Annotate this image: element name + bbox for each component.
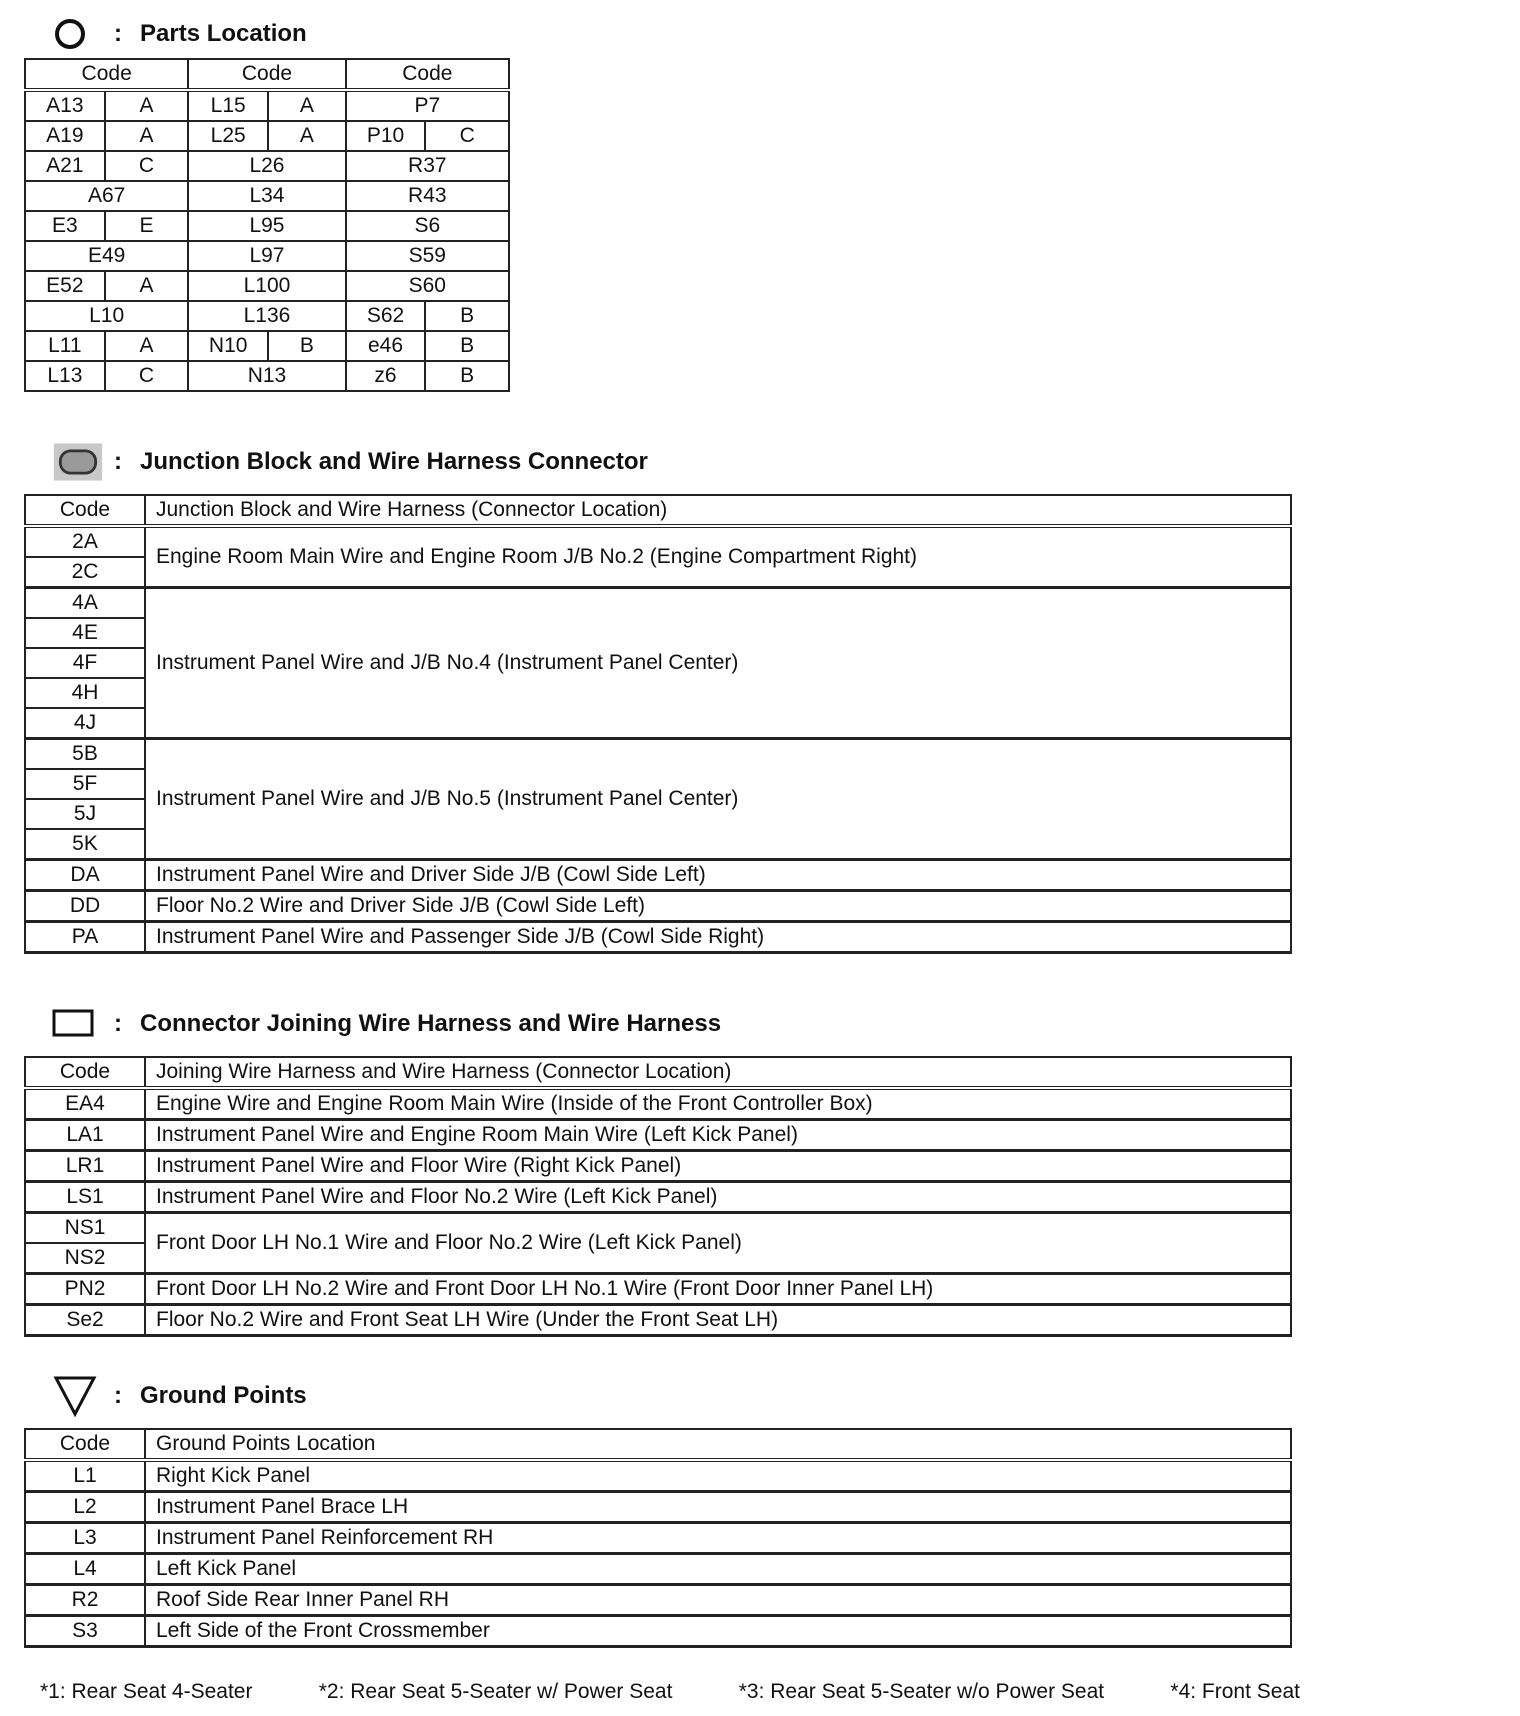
location-column-header: Joining Wire Harness and Wire Harness (Connector Location)	[145, 1057, 1291, 1088]
connector-code: 5F	[25, 769, 145, 799]
part-code: L10	[25, 301, 188, 331]
part-code: z6	[346, 361, 426, 391]
table-header-row	[25, 495, 1291, 526]
part-code: P10	[346, 121, 426, 151]
part-code: L26	[188, 151, 345, 181]
connector-code: 2C	[25, 557, 145, 588]
part-code: E49	[25, 241, 188, 271]
footnote: *2: Rear Seat 5-Seater w/ Power Seat	[318, 1680, 673, 1703]
location-letter: C	[105, 361, 189, 391]
table-row	[25, 301, 509, 331]
part-code: E3	[25, 211, 105, 241]
table-row	[25, 860, 1291, 891]
connector-code: 5B	[25, 739, 145, 770]
table-row	[25, 1182, 1291, 1213]
location-column-header: Junction Block and Wire Harness (Connector Location)	[145, 495, 1291, 526]
connector-location: Roof Side Rear Inner Panel RH	[145, 1585, 1291, 1616]
section-title: Parts Location	[140, 20, 307, 47]
connector-code: 4H	[25, 678, 145, 708]
triangle-symbol-icon	[52, 1374, 104, 1418]
connector-code: 4F	[25, 648, 145, 678]
part-code: L136	[188, 301, 345, 331]
table-row	[25, 1274, 1291, 1305]
location-letter: C	[425, 121, 509, 151]
code-column-header: Code	[25, 495, 145, 526]
code-column-header: Code	[25, 1057, 145, 1088]
location-letter: A	[105, 331, 189, 361]
connector-location: Instrument Panel Wire and Floor Wire (Right Kick Panel)	[145, 1151, 1291, 1182]
connector-location: Instrument Panel Wire and J/B No.5 (Instrument Panel Center)	[145, 739, 1291, 860]
table-row	[25, 526, 1291, 557]
connector-location: Left Kick Panel	[145, 1554, 1291, 1585]
part-code: e46	[346, 331, 426, 361]
table-header-row	[25, 59, 509, 90]
part-code: L100	[188, 271, 345, 301]
heading-colon: :	[114, 1382, 122, 1409]
connector-code: 4E	[25, 618, 145, 648]
table-row	[25, 211, 509, 241]
connector-code: NS2	[25, 1243, 145, 1274]
part-code: L97	[188, 241, 345, 271]
table-row	[25, 151, 509, 181]
connector-code: L2	[25, 1492, 145, 1523]
column-header: Code	[25, 59, 188, 90]
connector-location: Engine Wire and Engine Room Main Wire (Inside of the Front Controller Box)	[145, 1088, 1291, 1120]
table-row	[25, 1492, 1291, 1523]
location-letter: A	[105, 90, 189, 121]
part-code: L34	[188, 181, 345, 211]
connector-location: Right Kick Panel	[145, 1460, 1291, 1492]
part-code: A13	[25, 90, 105, 121]
connector-code: L4	[25, 1554, 145, 1585]
table-row	[25, 331, 509, 361]
table-row	[25, 271, 509, 301]
column-header: Code	[188, 59, 345, 90]
table-row	[25, 1120, 1291, 1151]
section-title: Connector Joining Wire Harness and Wire Harness	[140, 1010, 722, 1037]
parts-location-table	[24, 58, 510, 392]
table-row	[25, 90, 509, 121]
connector-code: PA	[25, 922, 145, 953]
connector-location: Front Door LH No.1 Wire and Floor No.2 Wire (Left Kick Panel)	[145, 1213, 1291, 1274]
location-letter: B	[425, 301, 509, 331]
connector-joining-table	[24, 1056, 1292, 1337]
connector-code: NS1	[25, 1213, 145, 1244]
connector-location: Floor No.2 Wire and Front Seat LH Wire (Under the Front Seat LH)	[145, 1305, 1291, 1336]
connector-joining-heading	[52, 1002, 721, 1046]
connector-location: Floor No.2 Wire and Driver Side J/B (Cowl Side Left)	[145, 891, 1291, 922]
footnote: *4: Front Seat	[1170, 1680, 1300, 1703]
table-row	[25, 121, 509, 151]
connector-location: Engine Room Main Wire and Engine Room J/B No.2 (Engine Compartment Right)	[145, 526, 1291, 588]
location-letter: A	[268, 121, 346, 151]
part-code: N13	[188, 361, 345, 391]
location-letter: B	[425, 361, 509, 391]
table-row	[25, 588, 1291, 619]
part-code: S6	[346, 211, 509, 241]
table-row	[25, 891, 1291, 922]
part-code: N10	[188, 331, 268, 361]
part-code: P7	[346, 90, 509, 121]
table-row	[25, 1554, 1291, 1585]
parts-location-heading	[52, 12, 307, 56]
connector-code: LA1	[25, 1120, 145, 1151]
table-row	[25, 181, 509, 211]
heading-colon: :	[114, 1010, 122, 1037]
connector-code: DA	[25, 860, 145, 891]
table-row	[25, 922, 1291, 953]
table-row	[25, 1460, 1291, 1492]
connector-code: S3	[25, 1616, 145, 1647]
connector-code: 4A	[25, 588, 145, 619]
part-code: A21	[25, 151, 105, 181]
connector-location: Instrument Panel Wire and Engine Room Main Wire (Left Kick Panel)	[145, 1120, 1291, 1151]
code-column-header: Code	[25, 1429, 145, 1460]
part-code: S62	[346, 301, 426, 331]
connector-code: EA4	[25, 1088, 145, 1120]
table-header-row	[25, 1429, 1291, 1460]
connector-location: Instrument Panel Wire and Driver Side J/B (Cowl Side Left)	[145, 860, 1291, 891]
part-code: A19	[25, 121, 105, 151]
footnotes	[40, 1680, 1300, 1704]
part-code: L13	[25, 361, 105, 391]
connector-location: Front Door LH No.2 Wire and Front Door LH No.1 Wire (Front Door Inner Panel LH)	[145, 1274, 1291, 1305]
ground-points-table	[24, 1428, 1292, 1648]
location-letter: A	[105, 121, 189, 151]
heading-colon: :	[114, 448, 122, 475]
footnote: *1: Rear Seat 4-Seater	[40, 1680, 253, 1703]
table-row	[25, 739, 1291, 770]
part-code: R37	[346, 151, 509, 181]
connector-location: Instrument Panel Wire and J/B No.4 (Instrument Panel Center)	[145, 588, 1291, 739]
table-row	[25, 1151, 1291, 1182]
section-title: Junction Block and Wire Harness Connector	[140, 448, 648, 475]
shaded-oval-symbol-icon	[52, 440, 104, 484]
connector-location: Instrument Panel Brace LH	[145, 1492, 1291, 1523]
connector-code: L1	[25, 1460, 145, 1492]
connector-location: Instrument Panel Reinforcement RH	[145, 1523, 1291, 1554]
connector-code: 5K	[25, 829, 145, 860]
part-code: L15	[188, 90, 268, 121]
connector-code: 5J	[25, 799, 145, 829]
table-row	[25, 241, 509, 271]
table-row	[25, 1305, 1291, 1336]
connector-location: Instrument Panel Wire and Floor No.2 Wire (Left Kick Panel)	[145, 1182, 1291, 1213]
junction-block-table	[24, 494, 1292, 954]
table-row	[25, 1616, 1291, 1647]
part-code: E52	[25, 271, 105, 301]
connector-code: LS1	[25, 1182, 145, 1213]
connector-code: 4J	[25, 708, 145, 739]
connector-code: DD	[25, 891, 145, 922]
table-row	[25, 1523, 1291, 1554]
part-code: A67	[25, 181, 188, 211]
part-code: S60	[346, 271, 509, 301]
location-letter: C	[105, 151, 189, 181]
location-letter: B	[268, 331, 346, 361]
section-title: Ground Points	[140, 1382, 307, 1409]
connector-code: LR1	[25, 1151, 145, 1182]
table-row	[25, 361, 509, 391]
part-code: L11	[25, 331, 105, 361]
location-letter: E	[105, 211, 189, 241]
footnote: *3: Rear Seat 5-Seater w/o Power Seat	[738, 1680, 1105, 1703]
connector-code: R2	[25, 1585, 145, 1616]
connector-code: 2A	[25, 526, 145, 557]
location-column-header: Ground Points Location	[145, 1429, 1291, 1460]
location-letter: A	[105, 271, 189, 301]
connector-location: Instrument Panel Wire and Passenger Side J/B (Cowl Side Right)	[145, 922, 1291, 953]
junction-block-heading	[52, 440, 648, 484]
table-row	[25, 1585, 1291, 1616]
table-row	[25, 1213, 1291, 1244]
connector-code: PN2	[25, 1274, 145, 1305]
table-row	[25, 1088, 1291, 1120]
location-letter: A	[268, 90, 346, 121]
connector-location: Left Side of the Front Crossmember	[145, 1616, 1291, 1647]
table-header-row	[25, 1057, 1291, 1088]
heading-colon: :	[114, 20, 122, 47]
part-code: R43	[346, 181, 509, 211]
part-code: L25	[188, 121, 268, 151]
part-code: L95	[188, 211, 345, 241]
location-letter: B	[425, 331, 509, 361]
column-header: Code	[346, 59, 509, 90]
circle-symbol-icon	[52, 12, 104, 56]
rectangle-symbol-icon	[52, 1002, 104, 1046]
ground-points-heading	[52, 1374, 307, 1418]
connector-code: L3	[25, 1523, 145, 1554]
connector-code: Se2	[25, 1305, 145, 1336]
part-code: S59	[346, 241, 509, 271]
